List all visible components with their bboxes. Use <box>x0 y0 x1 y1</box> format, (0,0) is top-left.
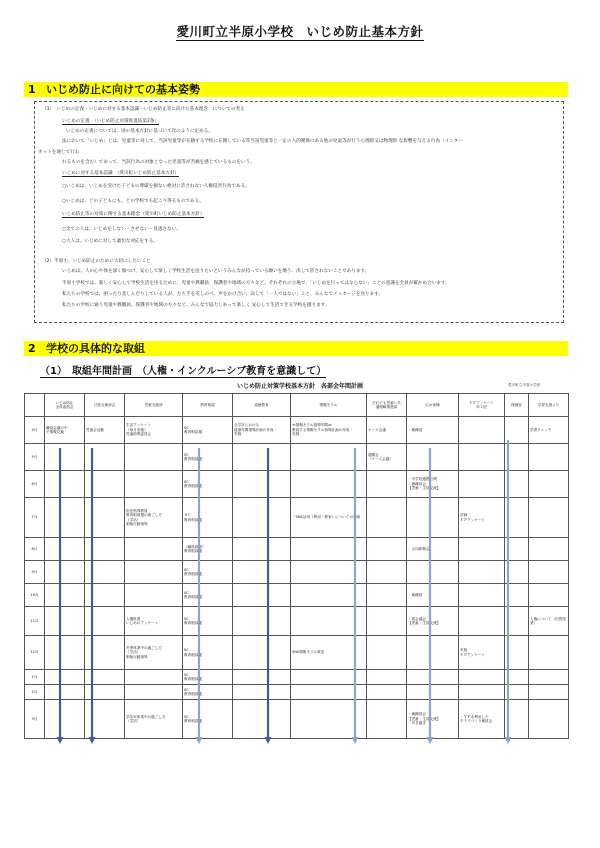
month-cell: 9月 <box>25 561 45 584</box>
table-cell <box>459 471 505 498</box>
section-1-heading: 1 いじめ防止に向けての基本姿勢 <box>24 82 568 97</box>
table-cell <box>459 607 505 636</box>
table-cell <box>85 471 125 498</box>
table-cell: ≪情報モラル指導年間≫ 教員する情報モラル指導計画の作成・ 実施 <box>291 417 367 444</box>
table-cell: ・合同研修会 <box>407 538 459 561</box>
table-cell <box>85 636 125 670</box>
column-header: 児童支援部 <box>125 394 183 417</box>
table-cell <box>367 636 407 670</box>
table-cell: 評価 ＹＰアンケート <box>459 498 505 538</box>
table-cell <box>367 670 407 685</box>
month-cell: 12月 <box>25 636 45 670</box>
table-cell: ・朝練員会 【児童・生徒交流】 ・引き継ぎ <box>407 700 459 739</box>
table-cell <box>125 561 183 584</box>
table-cell: 学年末休業中の過ごし方 （学活） <box>125 700 183 739</box>
table-cell <box>505 471 529 498</box>
month-cell: 5月 <box>25 444 45 471</box>
table-cell <box>233 561 291 584</box>
table-cell: SC 教育相談週 <box>183 444 233 471</box>
table-cell <box>407 636 459 670</box>
policy-text-line: れるものを含む）であって、当該行為の対象となった児童等が苦痛を感じているものをいう。 <box>62 160 255 165</box>
annual-plan-table <box>24 393 569 739</box>
page-title: 愛川町立半原小学校 いじめ防止基本方針 <box>176 24 424 39</box>
table-cell <box>45 700 85 739</box>
table-cell <box>45 584 85 607</box>
table-cell <box>85 561 125 584</box>
table-cell <box>459 538 505 561</box>
table-cell: ・届会議会 【児童・生徒交流】 <box>407 607 459 636</box>
table-cell <box>85 700 125 739</box>
table-row <box>25 561 569 584</box>
table-cell: 「SNS活用（利用・教室）についての講演 <box>291 498 367 538</box>
table-cell <box>529 538 569 561</box>
table-cell <box>367 498 407 538</box>
table-cell <box>233 538 291 561</box>
table-cell <box>367 700 407 739</box>
table-cell <box>85 685 125 700</box>
table-cell <box>291 670 367 685</box>
table-cell: 人権について（出張授 業） <box>529 607 569 636</box>
table-row <box>25 636 569 670</box>
table-cell: ・朝練員 <box>407 417 459 444</box>
table-cell <box>459 670 505 685</box>
table-cell <box>459 561 505 584</box>
table-cell <box>291 471 367 498</box>
table-cell <box>367 584 407 607</box>
table-cell <box>367 607 407 636</box>
table-cell <box>529 700 569 739</box>
policy-text-line: いじめの定義 （いじめ防止対策推進法第2条） <box>62 119 160 124</box>
table-cell <box>233 498 291 538</box>
table-cell <box>233 685 291 700</box>
table-cell <box>407 444 459 471</box>
column-header <box>25 394 45 417</box>
table-cell <box>459 584 505 607</box>
month-cell: 3月 <box>25 700 45 739</box>
table-row <box>25 498 569 538</box>
table-cell <box>291 607 367 636</box>
table-cell <box>291 444 367 471</box>
table-cell <box>529 685 569 700</box>
table-cell <box>125 685 183 700</box>
policy-text-line: ○大人は、いじめに対して適切な対応をする。 <box>62 239 158 244</box>
table-cell <box>367 561 407 584</box>
section-2-heading: 2 学校の具体的な取組 <box>24 341 568 356</box>
column-header: 学習支援より <box>529 394 569 417</box>
column-header: 情報モラル <box>291 394 367 417</box>
table-cell <box>291 584 367 607</box>
table-cell <box>529 584 569 607</box>
table-cell <box>529 636 569 670</box>
table-cell <box>367 471 407 498</box>
table-cell: SC 教育相談週 <box>183 471 233 498</box>
table-cell <box>505 417 529 444</box>
table-cell <box>233 607 291 636</box>
table-cell: SC 教育相談週 <box>183 670 233 685</box>
table-cell <box>45 685 85 700</box>
policy-text-line: ○いじめは、いじめを受けた子どもの尊厳を損ない絶対に許されない人権侵害行為である。 <box>62 184 250 189</box>
policy-text-line: 法において「いじめ」とは、児童等に対して、当該児童等が在籍する学校に在籍している等当該児童等と一定の人的関係にある他の児童等が行う心理的又は物理的 な影響を与える行為（インター <box>62 139 463 144</box>
policy-text-line: いじめに対する基本認識 （愛川町いじめ防止基本方針） <box>62 171 180 176</box>
table-row <box>25 584 569 607</box>
policy-text-line: ○全ての人は、いじめをしない・させない・見逃さない。 <box>62 227 181 232</box>
table-row <box>25 700 569 739</box>
column-header: ＹＰアンケート 年２回 <box>459 394 505 417</box>
policy-text-line: 私たちの学校では、困ったり悲しんだりしている人が、たち手を差しのべ、声をかけ合い、決して「一人ではない」こと、みんなでメッセージを送ります。 <box>62 292 383 297</box>
table-cell <box>529 444 569 471</box>
table-cell <box>45 498 85 538</box>
table-cell <box>367 685 407 700</box>
table-cell <box>291 700 367 739</box>
table-cell: 冬季休業中の過ごし方 （学活） 制裁行動指導 <box>125 636 183 670</box>
table-cell: SC 教育相談週 <box>183 685 233 700</box>
table-cell: SC 教育相談週 <box>183 700 233 739</box>
table-cell: SC 教育相談週 <box>183 561 233 584</box>
table-row <box>25 685 569 700</box>
table-cell: ・平学校連携公開 ・朝練員会 【児童・生徒交流】 <box>407 471 459 498</box>
table-cell <box>407 561 459 584</box>
table-row <box>25 538 569 561</box>
table-cell <box>85 498 125 538</box>
table-cell <box>125 584 183 607</box>
table-cell: 実施 ＹＰアンケート <box>459 636 505 670</box>
table-cell <box>505 538 529 561</box>
table-cell <box>407 670 459 685</box>
month-cell: 6月 <box>25 471 45 498</box>
table-row <box>25 444 569 471</box>
table-cell: SC 教育相談週 <box>183 607 233 636</box>
table-cell <box>291 561 367 584</box>
table-cell <box>45 670 85 685</box>
table-cell <box>125 444 183 471</box>
table-cell: 職員会議の中 で情報交換 <box>45 417 85 444</box>
column-header: 道徳教育 <box>233 394 291 417</box>
table-cell <box>505 700 529 739</box>
table-cell <box>367 538 407 561</box>
policy-text-line: 半原小学校では、楽しく安心して学校生活を送るために、児童や教職員、保護者や地域の方々など、それぞれの立場で、「いじめを行ってはならない」ことの意識を全員が確かめ合います。 <box>62 281 450 286</box>
month-cell: 10月 <box>25 584 45 607</box>
column-header: 心の体操 <box>407 394 459 417</box>
table-cell: ケース会議 <box>367 417 407 444</box>
table-cell <box>85 444 125 471</box>
table-cell <box>459 685 505 700</box>
table-cell: ・ＹＰを利用した クラスづくり検討会 <box>459 700 505 739</box>
table-cell: SC 教育相談週 <box>183 584 233 607</box>
policy-text-line: ネットを通じて行わ <box>38 150 80 155</box>
table-cell <box>45 561 85 584</box>
table-cell <box>45 607 85 636</box>
table-cell: ＳＣ 教育相談週 <box>183 498 233 538</box>
table-cell <box>85 607 125 636</box>
table-cell <box>529 670 569 685</box>
table-cell <box>85 584 125 607</box>
table-cell <box>505 498 529 538</box>
table-cell <box>291 685 367 700</box>
month-cell: 2月 <box>25 685 45 700</box>
column-header: だれでも児童と共 通理解推進部 <box>367 394 407 417</box>
policy-text-line: いじめの定義については、国の基本方針に基づいて次のように定める。 <box>66 129 213 134</box>
table-cell <box>233 444 291 471</box>
table-cell: SC 教育相談週 <box>183 417 233 444</box>
month-cell: 4月 <box>25 417 45 444</box>
table-cell <box>407 498 459 538</box>
table-cell <box>233 700 291 739</box>
month-cell: 7月 <box>25 498 45 538</box>
table-cell <box>85 670 125 685</box>
table-cell <box>233 636 291 670</box>
table-cell <box>125 538 183 561</box>
table-header-row <box>25 394 569 417</box>
table-cell <box>291 538 367 561</box>
column-header: 保健室 <box>505 394 529 417</box>
policy-text-line: いじめ防止等の対策に関する基本理念（愛川町いじめ防止基本方針） <box>62 212 205 217</box>
table-cell: SC 教育相談週 <box>183 636 233 670</box>
policy-text-line: ○いじめは、どの子どもにも、どの学校でも起こり得るものである。 <box>62 199 204 204</box>
table-cell <box>85 538 125 561</box>
month-cell: 1月 <box>25 670 45 685</box>
column-header: 教育相談 <box>183 394 233 417</box>
table-cell: SNS情報モラル教室 <box>291 636 367 670</box>
table-cell: 週間会 （ケース会議） <box>367 444 407 471</box>
table-cell <box>459 417 505 444</box>
table-caption: いじめ防止対策学校基本方針 各部会年間計画 <box>236 383 363 390</box>
table-cell <box>407 685 459 700</box>
table-cell <box>505 607 529 636</box>
table-cell: ・朝練員 <box>407 584 459 607</box>
policy-text-line: いじめは、人の心や体を深く傷つけ、安心して楽しく学校生活を送りたいというみんなが持っている願いを壊う、決して許されないことであります。 <box>62 269 370 274</box>
table-cell <box>529 471 569 498</box>
table-cell <box>505 685 529 700</box>
table-cell: 生活アンケート （毎月実施） 児童指導委員会 <box>125 417 183 444</box>
table-cell: 児童会活動 <box>85 417 125 444</box>
column-header: 日常点検部会 <box>85 394 125 417</box>
table-cell <box>505 444 529 471</box>
month-cell: 8月 <box>25 538 45 561</box>
column-header: いじめ防止 全体委員会 <box>45 394 85 417</box>
table-cell <box>233 471 291 498</box>
table-cell <box>125 471 183 498</box>
table-cell <box>45 636 85 670</box>
table-cell: 人権推進 いじめのアンケート <box>125 607 183 636</box>
policy-text-line: 私たちの学校に通う児童や教職員、保護者や地域の方々など、みんなで協力しあって楽しく 安心して生活できる学校を創ります。 <box>62 303 330 308</box>
annual-plan-subheading: （1） 取組年間計画 （人権・インクルーシブ教育を意識して） <box>40 366 327 377</box>
month-cell: 11月 <box>25 607 45 636</box>
policy-text-line: （1） いじめの定義・いじめに対する基本認識・いじめ防止等に向けた基本理念 についての考え <box>42 107 245 112</box>
table-cell: 担任指導教員 教育相談週の過ごし方 （学活） 制裁行動指導 <box>125 498 183 538</box>
table-cell <box>505 584 529 607</box>
table-cell <box>45 471 85 498</box>
table-cell <box>459 444 505 471</box>
table-cell <box>529 498 569 538</box>
table-cell <box>45 444 85 471</box>
table-cell: （職員研修） 教育相談週 <box>183 538 233 561</box>
table-cell <box>505 636 529 670</box>
table-row <box>25 471 569 498</box>
table-row <box>25 607 569 636</box>
table-cell <box>505 561 529 584</box>
school-name: 愛川町立半原小学校 <box>508 383 541 387</box>
table-cell: 全学年における 道徳年間指導計画の作成・ 実施 <box>233 417 291 444</box>
table-cell <box>505 670 529 685</box>
table-cell <box>529 561 569 584</box>
table-cell <box>125 670 183 685</box>
table-cell <box>233 670 291 685</box>
policy-text-line: （2）半原小、いじめ防止のために大切にしたいこと <box>42 259 151 264</box>
table-row <box>25 417 569 444</box>
table-row <box>25 670 569 685</box>
table-cell: 学習チェック <box>529 417 569 444</box>
table-cell <box>45 538 85 561</box>
table-cell <box>233 584 291 607</box>
